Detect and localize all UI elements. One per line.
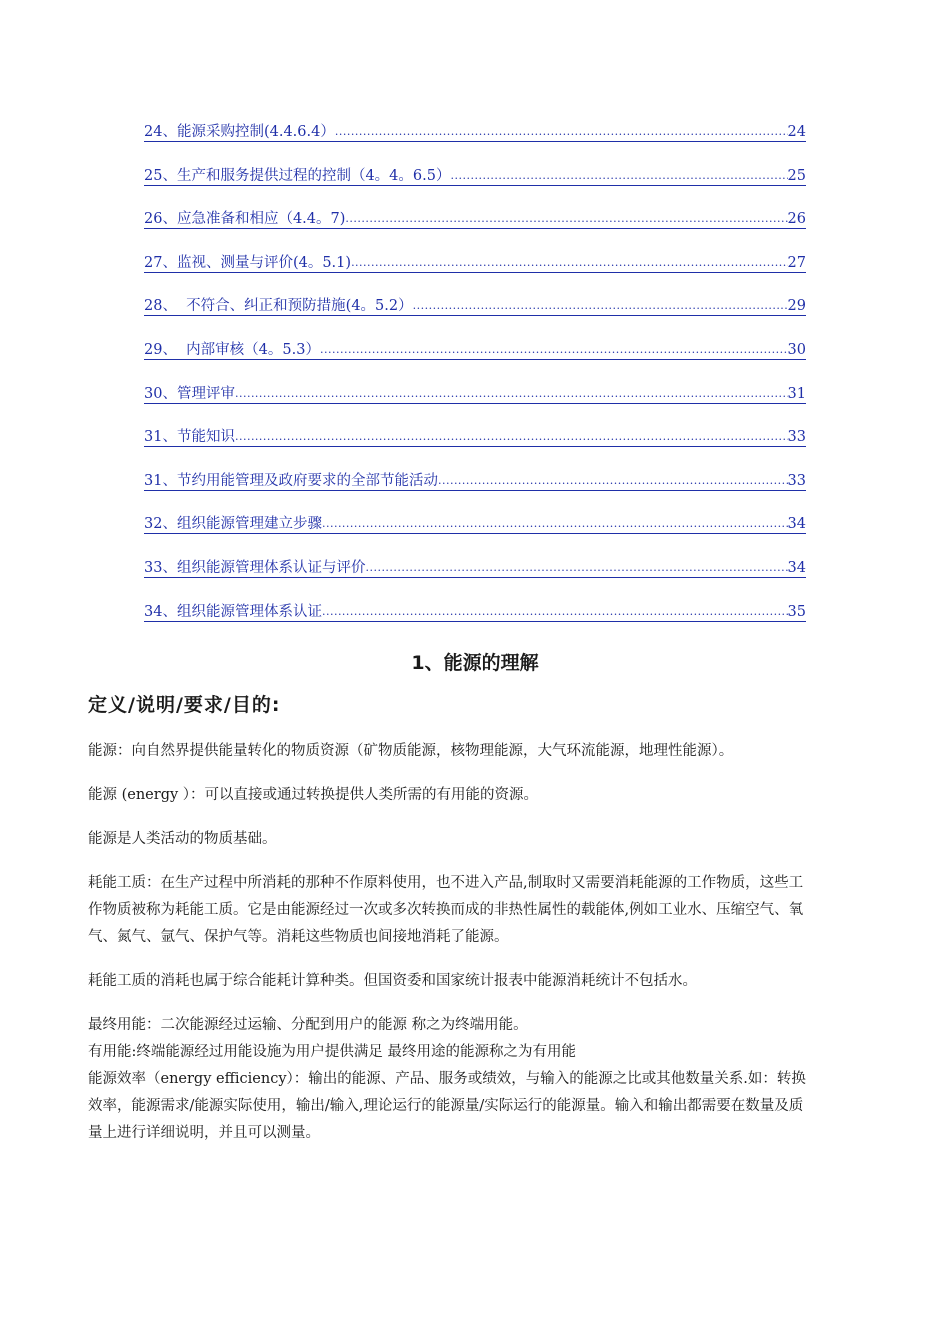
toc-entry-page: 34 bbox=[787, 559, 806, 576]
toc-leader bbox=[365, 559, 787, 578]
toc-entry[interactable] bbox=[144, 229, 806, 273]
toc-entry-page: 33 bbox=[787, 472, 806, 489]
toc-entry[interactable] bbox=[144, 273, 806, 317]
toc-entry-title: 27、监视、测量与评价(4。5.1) bbox=[144, 254, 352, 271]
toc-leader bbox=[235, 385, 788, 404]
toc-entry-page: 31 bbox=[787, 385, 806, 402]
toc-entry-page: 30 bbox=[787, 341, 806, 358]
toc-entry-page: 34 bbox=[787, 516, 806, 533]
toc-leader bbox=[413, 297, 788, 316]
toc-entry-title: 24、能源采购控制(4.4.6.4） bbox=[144, 124, 335, 140]
toc-entry-title: 29、 内部审核（4。5.3） bbox=[144, 341, 320, 358]
toc-leader bbox=[335, 123, 788, 142]
toc-entry-page: 25 bbox=[787, 167, 806, 184]
toc-entry[interactable] bbox=[144, 534, 806, 578]
toc-entry-title: 34、组织能源管理体系认证 bbox=[144, 603, 322, 620]
toc-entry[interactable] bbox=[144, 142, 806, 186]
toc-entry-title: 26、应急准备和相应（4.4。7) bbox=[144, 211, 346, 228]
toc-entry-page: 35 bbox=[787, 603, 806, 620]
toc-leader bbox=[345, 210, 787, 229]
toc-entry[interactable] bbox=[144, 404, 806, 448]
toc-leader bbox=[235, 428, 788, 447]
toc-entry[interactable] bbox=[144, 316, 806, 360]
body-text bbox=[88, 738, 808, 1164]
paragraph: 能源效率（energy efficiency）：输出的能源、产品、服务或绩效，与输入的能源之比或其他数量关系.如：转换效率，能源需求/能源实际使用，输出/输入,理论运行的能源量/实际运行的能源量。输入和输出都需要在数量及质量上进行详细说明，并且可以测量。 bbox=[88, 1071, 806, 1141]
toc-entry-title: 33、组织能源管理体系认证与评价 bbox=[144, 559, 366, 576]
toc-leader bbox=[320, 341, 788, 360]
paragraph: 有用能:终端能源经过用能设施为用户提供满足 最终用途的能源称之为有用能 bbox=[88, 1044, 576, 1060]
toc-entry[interactable] bbox=[144, 124, 806, 142]
toc-entry-page: 26 bbox=[787, 211, 806, 228]
table-of-contents bbox=[144, 124, 806, 622]
paragraph: 能源：向自然界提供能量转化的物质资源（矿物质能源，核物理能源，大气环流能源，地理性能源）。 bbox=[88, 743, 734, 759]
toc-leader bbox=[450, 167, 787, 186]
toc-entry[interactable] bbox=[144, 447, 806, 491]
toc-entry-title: 31、节约用能管理及政府要求的全部节能活动 bbox=[144, 472, 438, 489]
toc-entry-title: 30、管理评审 bbox=[144, 385, 235, 402]
toc-entry-title: 31、节能知识 bbox=[144, 429, 235, 446]
toc-entry[interactable] bbox=[144, 491, 806, 535]
toc-entry[interactable] bbox=[144, 578, 806, 622]
definition-heading: 定义/说明/要求/目的: bbox=[88, 694, 281, 716]
paragraph: 能源 (energy ）：可以直接或通过转换提供人类所需的有用能的资源。 bbox=[88, 787, 539, 803]
toc-entry[interactable] bbox=[144, 360, 806, 404]
paragraph: 最终用能：二次能源经过运输、分配到用户的能源 称之为终端用能。 bbox=[88, 1017, 528, 1033]
toc-entry-title: 32、组织能源管理建立步骤 bbox=[144, 516, 322, 533]
toc-entry-title: 28、 不符合、纠正和预防措施(4。5.2） bbox=[144, 298, 413, 315]
toc-entry-page: 29 bbox=[787, 298, 806, 315]
toc-entry-title: 25、生产和服务提供过程的控制（4。4。6.5） bbox=[144, 167, 451, 184]
toc-leader bbox=[438, 472, 788, 491]
toc-entry-page: 24 bbox=[787, 124, 806, 140]
paragraph: 耗能工质的消耗也属于综合能耗计算种类。但国资委和国家统计报表中能源消耗统计不包括水。 bbox=[88, 973, 697, 989]
toc-leader bbox=[322, 603, 788, 622]
section-title: 1、能源的理解 bbox=[411, 652, 539, 674]
toc-entry-page: 27 bbox=[787, 254, 806, 271]
toc-leader bbox=[322, 515, 788, 534]
paragraph: 耗能工质：在生产过程中所消耗的那种不作原料使用，也不进入产品,制取时又需要消耗能源的工作物质，这些工作物质被称为耗能工质。它是由能源经过一次或多次转换而成的非热性属性的载能体,例如工业水、压缩空气、氧气、氮气、氩气、保护气等。消耗这些物质也间接地消耗了能源。 bbox=[88, 875, 804, 945]
toc-entry-page: 33 bbox=[787, 429, 806, 446]
paragraph: 能源是人类活动的物质基础。 bbox=[88, 831, 277, 847]
toc-leader bbox=[351, 254, 787, 273]
toc-entry[interactable] bbox=[144, 186, 806, 230]
